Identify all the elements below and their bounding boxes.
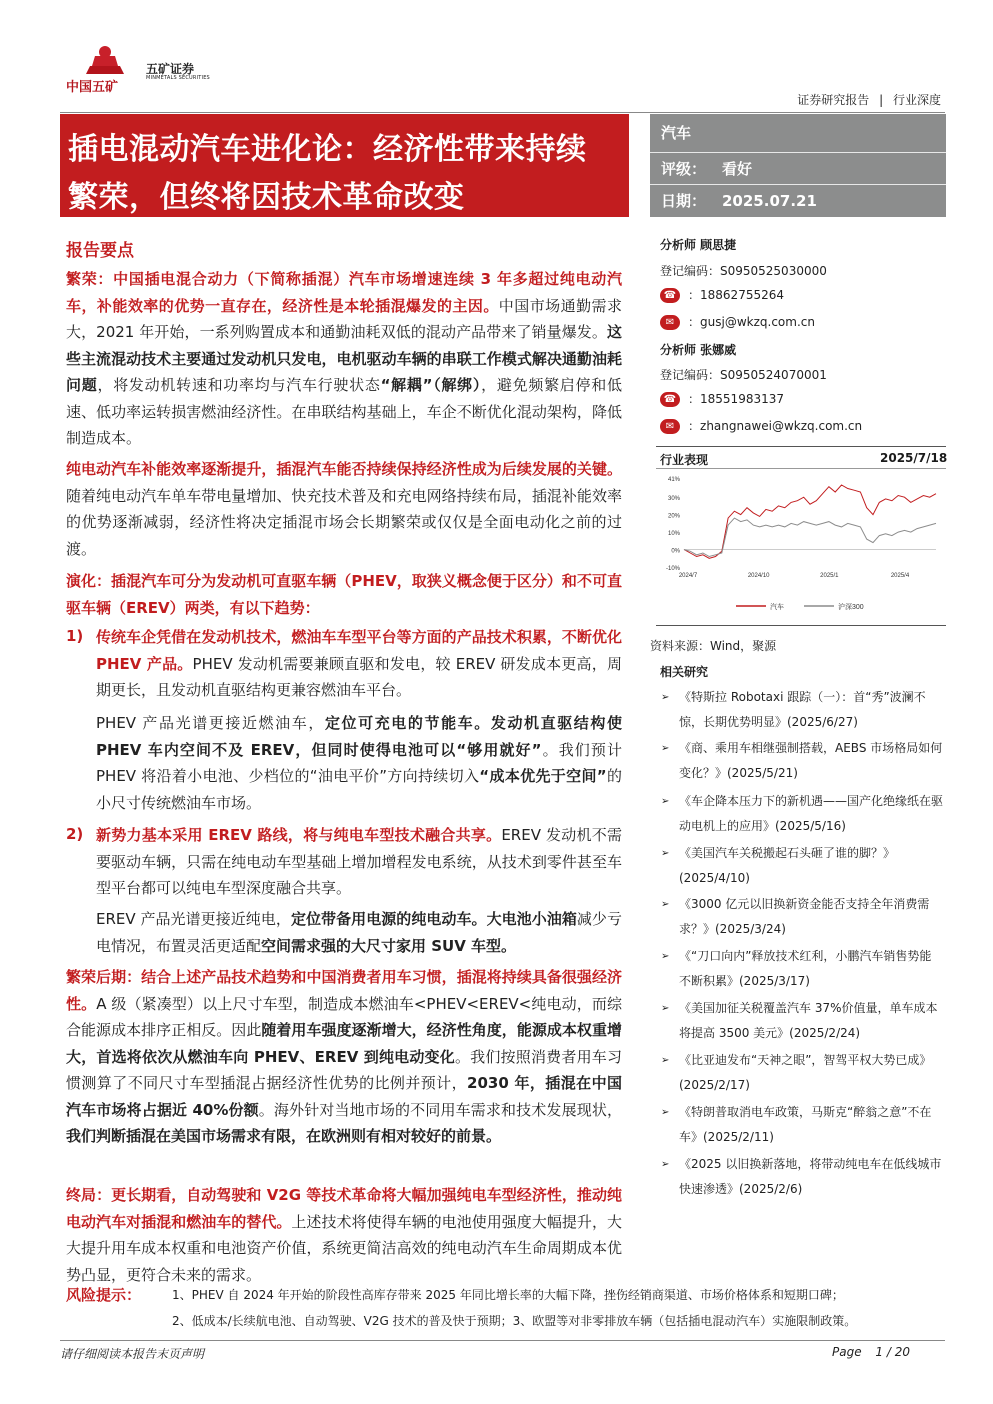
x-tick-label: 2024/10 — [747, 573, 770, 579]
related-item[interactable]: ➢ 《美国汽车关税搬起石头砸了谁的脚？》(2025/4/10) — [663, 841, 943, 891]
item-2-highlight: 新势力基本采用 EREV 路线，将与纯电车型技术融合共享。 — [96, 826, 502, 844]
p1-text-b: 这些主流混动技术主要通过发动机只发电，电机驱动车辆的串联工作模式解决通勤油耗问题 — [66, 323, 622, 394]
analyst-2-email[interactable]: zhangnawei@wkzq.com.cn — [700, 419, 863, 433]
page-num: 1 / 20 — [875, 1345, 910, 1359]
analyst-2-reg: 登记编码：S0950524070001 — [660, 368, 827, 382]
legend-label: 汽车 — [770, 604, 784, 611]
legend-label: 沪深300 — [838, 604, 864, 611]
item-1-paragraph-b — [96, 710, 622, 816]
arrow-icon: ➢ — [661, 692, 670, 703]
date-divider — [650, 184, 946, 185]
analyst-1-phone: 18862755264 — [700, 288, 784, 302]
item-1b-text-c: 。我们预计 PHEV 将沿着小电池、少档位的“油电平价”方向持续切入 — [96, 740, 622, 785]
item-2-paragraph-b — [96, 906, 622, 959]
date-label: 日期： — [661, 192, 707, 210]
phone-icon: ☎ — [660, 288, 680, 303]
item-2-text — [96, 822, 622, 902]
p1-text-a: 中国市场通勤需求大，2021 年开始，一系列购置成本和通勤油耗双低的混动产品带来了销量爆发。 — [66, 296, 622, 341]
risk-line-2: 2、低成本/长续航电池、自动驾驶、V2G 技术的普及快于预期；3、欧盟等对非零排放车辆（包括插电混动汽车）实施限制政策。 — [172, 1314, 857, 1328]
item-2b-text-a: EREV 产品光谱更接近纯电， — [96, 910, 291, 928]
item-1-body: PHEV 发动机需要兼顾直驱和发电，较 EREV 研发成本更高，周期更长，且发动机直驱结构更兼容燃油车平台。 — [96, 654, 622, 699]
chart-title: 行业表现 — [660, 453, 709, 467]
related-item[interactable]: ➢ 《商、乘用车相继强制搭载，AEBS 市场格局如何变化？》(2025/5/21) — [663, 736, 943, 786]
date-value: 2025.07.21 — [722, 192, 817, 210]
analyst-1-reg: 登记编码：S0950525030000 — [660, 264, 827, 278]
related-item[interactable]: ➢ 《2025 以旧换新落地，将带动纯电车在低线城市快速渗透》(2025/2/6) — [663, 1152, 943, 1202]
chart-bottom-divider — [656, 625, 946, 626]
section-title: 报告要点 — [66, 241, 134, 261]
p4-text-a: A 级（紧凑型）以上尺寸车型，制造成本燃油车<PHEV<EREV<纯电动，而综合能源成本排序正相反。因此 — [66, 994, 622, 1039]
item-1-text — [96, 624, 622, 704]
x-tick-label: 2025/1 — [820, 573, 839, 579]
company-logo — [66, 44, 226, 96]
y-tick-label: -10% — [665, 566, 680, 572]
arrow-icon: ➢ — [661, 899, 670, 910]
item-2b-text-b: 定位带备用电源的纯电动车。大电池小油箱 — [290, 910, 577, 928]
analyst-1-email[interactable]: gusj@wkzq.com.cn — [700, 315, 815, 329]
series-line-hs300 — [684, 518, 936, 556]
x-tick-label: 2024/7 — [678, 573, 698, 579]
header-divider — [60, 112, 945, 113]
p4-text-d: 2030 年，插混在中国汽车市场将占据近 40%份额 — [66, 1074, 622, 1119]
p2-highlight: 纯电动汽车补能效率逐渐提升，插混汽车能否持续保持经济性成为后续发展的关键。 — [66, 460, 622, 478]
phone-icon: ☎ — [660, 392, 680, 407]
logo-en-text: MINMETALS SECURITIES — [146, 75, 210, 81]
p4-highlight: 繁荣后期：结合上述产品技术趋势和中国消费者用车习惯，插混将持续具备很强经济性。 — [66, 968, 622, 1013]
paragraph-endgame — [66, 1182, 622, 1288]
item-1b-text-a: PHEV 产品光谱更接近燃油车， — [96, 714, 325, 732]
page-label: Page — [832, 1345, 862, 1359]
item-2-number: 2) — [66, 825, 84, 843]
paragraph-late-prosperity — [66, 964, 622, 1150]
p1-text-d: “解耦”（解绑） — [380, 376, 482, 394]
analyst-2-name: 分析师 张娜威 — [660, 343, 737, 357]
analyst-2-email-row: ✉ ：zhangnawei@wkzq.com.cn — [660, 417, 862, 434]
arrow-icon: ➢ — [661, 1107, 670, 1118]
logo-brand-text: 五矿证券 — [146, 62, 195, 76]
p1-text-e: ，避免频繁启停和低速、低功率运转损害燃油经济性。在串联结构基础上，车企不断优化混动架构，降低制造成本。 — [66, 376, 622, 447]
rating-label: 评级： — [661, 160, 707, 178]
chart-top-divider — [656, 446, 946, 447]
footer-disclaimer: 请仔细阅读本报告末页声明 — [60, 1347, 205, 1361]
report-type: 证券研究报告 — [797, 93, 870, 107]
arrow-icon: ➢ — [661, 796, 670, 807]
related-item[interactable]: ➢ 《车企降本压力下的新机遇——国产化绝缘纸在驱动电机上的应用》(2025/5/16) — [663, 789, 943, 839]
title-line-2: 繁荣，但终将因技术革命改变 — [68, 180, 465, 215]
p4-text-f: 我们判断插混在美国市场需求有限，在欧洲则有相对较好的前景。 — [66, 1127, 502, 1145]
item-2b-text-c: 减少亏电情况，布置灵活更适配 — [96, 910, 622, 955]
risk-line-1: 1、PHEV 自 2024 年开始的阶段性高库存带来 2025 年同比增长率的大幅下降，挫伤经销商渠道、市场价格体系和短期口碑； — [172, 1288, 844, 1302]
arrow-icon: ➢ — [661, 1055, 670, 1066]
related-item[interactable]: ➢ 《特朗普取消电车政策，马斯克“醉翁之意”不在车》(2025/2/11) — [663, 1100, 943, 1150]
y-tick-label: 41% — [667, 477, 680, 483]
risk-label: 风险提示： — [66, 1286, 142, 1304]
y-tick-label: 0% — [671, 548, 680, 555]
rating-divider — [650, 152, 946, 153]
arrow-icon: ➢ — [661, 848, 670, 859]
arrow-icon: ➢ — [661, 1159, 670, 1170]
paragraph-ev-efficiency — [66, 456, 622, 562]
logo-cn-text: 中国五矿 — [66, 80, 119, 95]
related-item[interactable]: ➢ 《美国加征关税覆盖汽车 37%价值量，单车成本将提高 3500 美元》(2025/2/24) — [663, 996, 943, 1046]
related-item[interactable]: ➢ 《“刀口向内”释放技术红利，小鹏汽车销售势能不断积累》(2025/3/17) — [663, 944, 943, 994]
email-icon: ✉ — [660, 315, 680, 330]
industry-performance-chart — [656, 470, 946, 620]
title-banner — [60, 114, 629, 217]
arrow-icon: ➢ — [661, 1003, 670, 1014]
logo-emblem-icon — [82, 44, 128, 76]
p4-text-e: 。海外针对当地市场的不同用车需求和技术发展现状， — [258, 1100, 622, 1119]
chart-title-divider — [656, 468, 946, 469]
arrow-icon: ➢ — [661, 743, 670, 754]
related-item[interactable]: ➢ 《3000 亿元以旧换新资金能否支持全年消费需求？》(2025/3/24) — [663, 892, 943, 942]
y-tick-label: 30% — [667, 496, 680, 503]
analyst-2-phone-row: ☎ ：18551983137 — [660, 390, 784, 407]
p5-highlight: 终局：更长期看，自动驾驶和 V2G 等技术革命将大幅加强纯电车型经济性，推动纯电动汽车对插混和燃油车的替代。 — [66, 1186, 622, 1231]
y-tick-label: 10% — [667, 531, 680, 538]
report-depth: 行业深度 — [892, 93, 941, 107]
item-1b-text-e: 的小尺寸传统燃油车市场。 — [96, 767, 622, 812]
p3-highlight: 演化：插混汽车可分为发动机可直驱车辆（PHEV，取狭义概念便于区分）和不可直驱车辆（EREV）两类，有以下趋势： — [66, 572, 622, 617]
analyst-2-phone: 18551983137 — [700, 392, 784, 406]
item-1b-text-d: “成本优先于空间” — [479, 767, 607, 785]
report-type-label: 证券研究报告 | 行业深度 — [797, 93, 941, 107]
item-1b-text-b: 定位可充电的节能车。发动机直驱结构使 PHEV 车内空间不及 EREV，但同时使得电池可以“够用就好” — [96, 714, 622, 759]
sector-label: 汽车 — [661, 124, 692, 142]
item-2b-text-d: 空间需求强的大尺寸家用 SUV 车型。 — [261, 936, 517, 955]
rating-value: 看好 — [722, 160, 753, 178]
p2-text: 随着纯电动汽车单车带电量增加、快充技术普及和充电网络持续布局，插混补能效率的优势逐渐减弱，经济性将决定插混市场会长期繁荣或仅仅是全面电动化之前的过渡。 — [66, 486, 622, 558]
related-item[interactable]: ➢ 《特斯拉 Robotaxi 跟踪（一）：首“秀”波澜不惊，长期优势明显》(2025/6/27) — [663, 685, 943, 735]
arrow-icon: ➢ — [661, 951, 670, 962]
item-1-number: 1) — [66, 627, 84, 645]
item-2-body: EREV 发动机不需要驱动车辆，只需在纯电动车型基础上增加增程发电系统，从技术到零件甚至车型平台都可以纯电车型深度融合共享。 — [96, 826, 622, 897]
y-tick-label: 20% — [667, 513, 680, 520]
paragraph-evolution — [66, 568, 622, 621]
p5-text: 上述技术将使得车辆的电池使用强度大幅提升，大大提升用车成本权重和电池资产价值，系统更简洁高效的纯电动汽车生命周期成本优势凸显，更符合未来的需求。 — [66, 1212, 622, 1284]
p1-highlight: 繁荣：中国插电混合动力（下简称插混）汽车市场增速连续 3 年多超过纯电动汽车，补能效率的优势一直存在，经济性是本轮插混爆发的主因。 — [66, 270, 622, 315]
footer-divider — [60, 1340, 945, 1341]
page-number — [832, 1345, 910, 1359]
x-tick-label: 2025/4 — [890, 573, 910, 579]
analyst-1-name: 分析师 顾思捷 — [660, 238, 737, 252]
related-item[interactable]: ➢ 《比亚迪发布“天神之眼”，智驾平权大势已成》(2025/2/17) — [663, 1048, 943, 1098]
paragraph-prosperity — [66, 266, 622, 452]
email-icon: ✉ — [660, 419, 680, 434]
analyst-1-phone-row: ☎ ：18862755264 — [660, 286, 784, 303]
p1-text-c: ，将发动机转速和功率均与汽车行驶状态 — [97, 376, 381, 394]
chart-date: 2025/7/18 — [880, 451, 948, 465]
series-line-auto — [684, 485, 936, 558]
title-line-1: 插电混动汽车进化论：经济性带来持续 — [68, 132, 587, 167]
related-research-title: 相关研究 — [660, 665, 709, 679]
chart-source: 资料来源：Wind，聚源 — [650, 639, 777, 653]
item-1-highlight: 传统车企凭借在发动机技术，燃油车车型平台等方面的产品技术积累，不断优化 PHEV 产品。 — [96, 628, 622, 673]
p4-text-c: 。我们按照消费者用车习惯测算了不同尺寸车型插混占据经济性优势的比例并预计， — [66, 1047, 622, 1092]
rating-box — [650, 114, 946, 217]
analyst-1-email-row: ✉ ：gusj@wkzq.com.cn — [660, 313, 815, 330]
p4-text-b: 随着用车强度逐渐增大，经济性角度，能源成本权重增大，首选将依次从燃油车向 PHEV、EREV 到纯电动变化 — [66, 1021, 622, 1066]
